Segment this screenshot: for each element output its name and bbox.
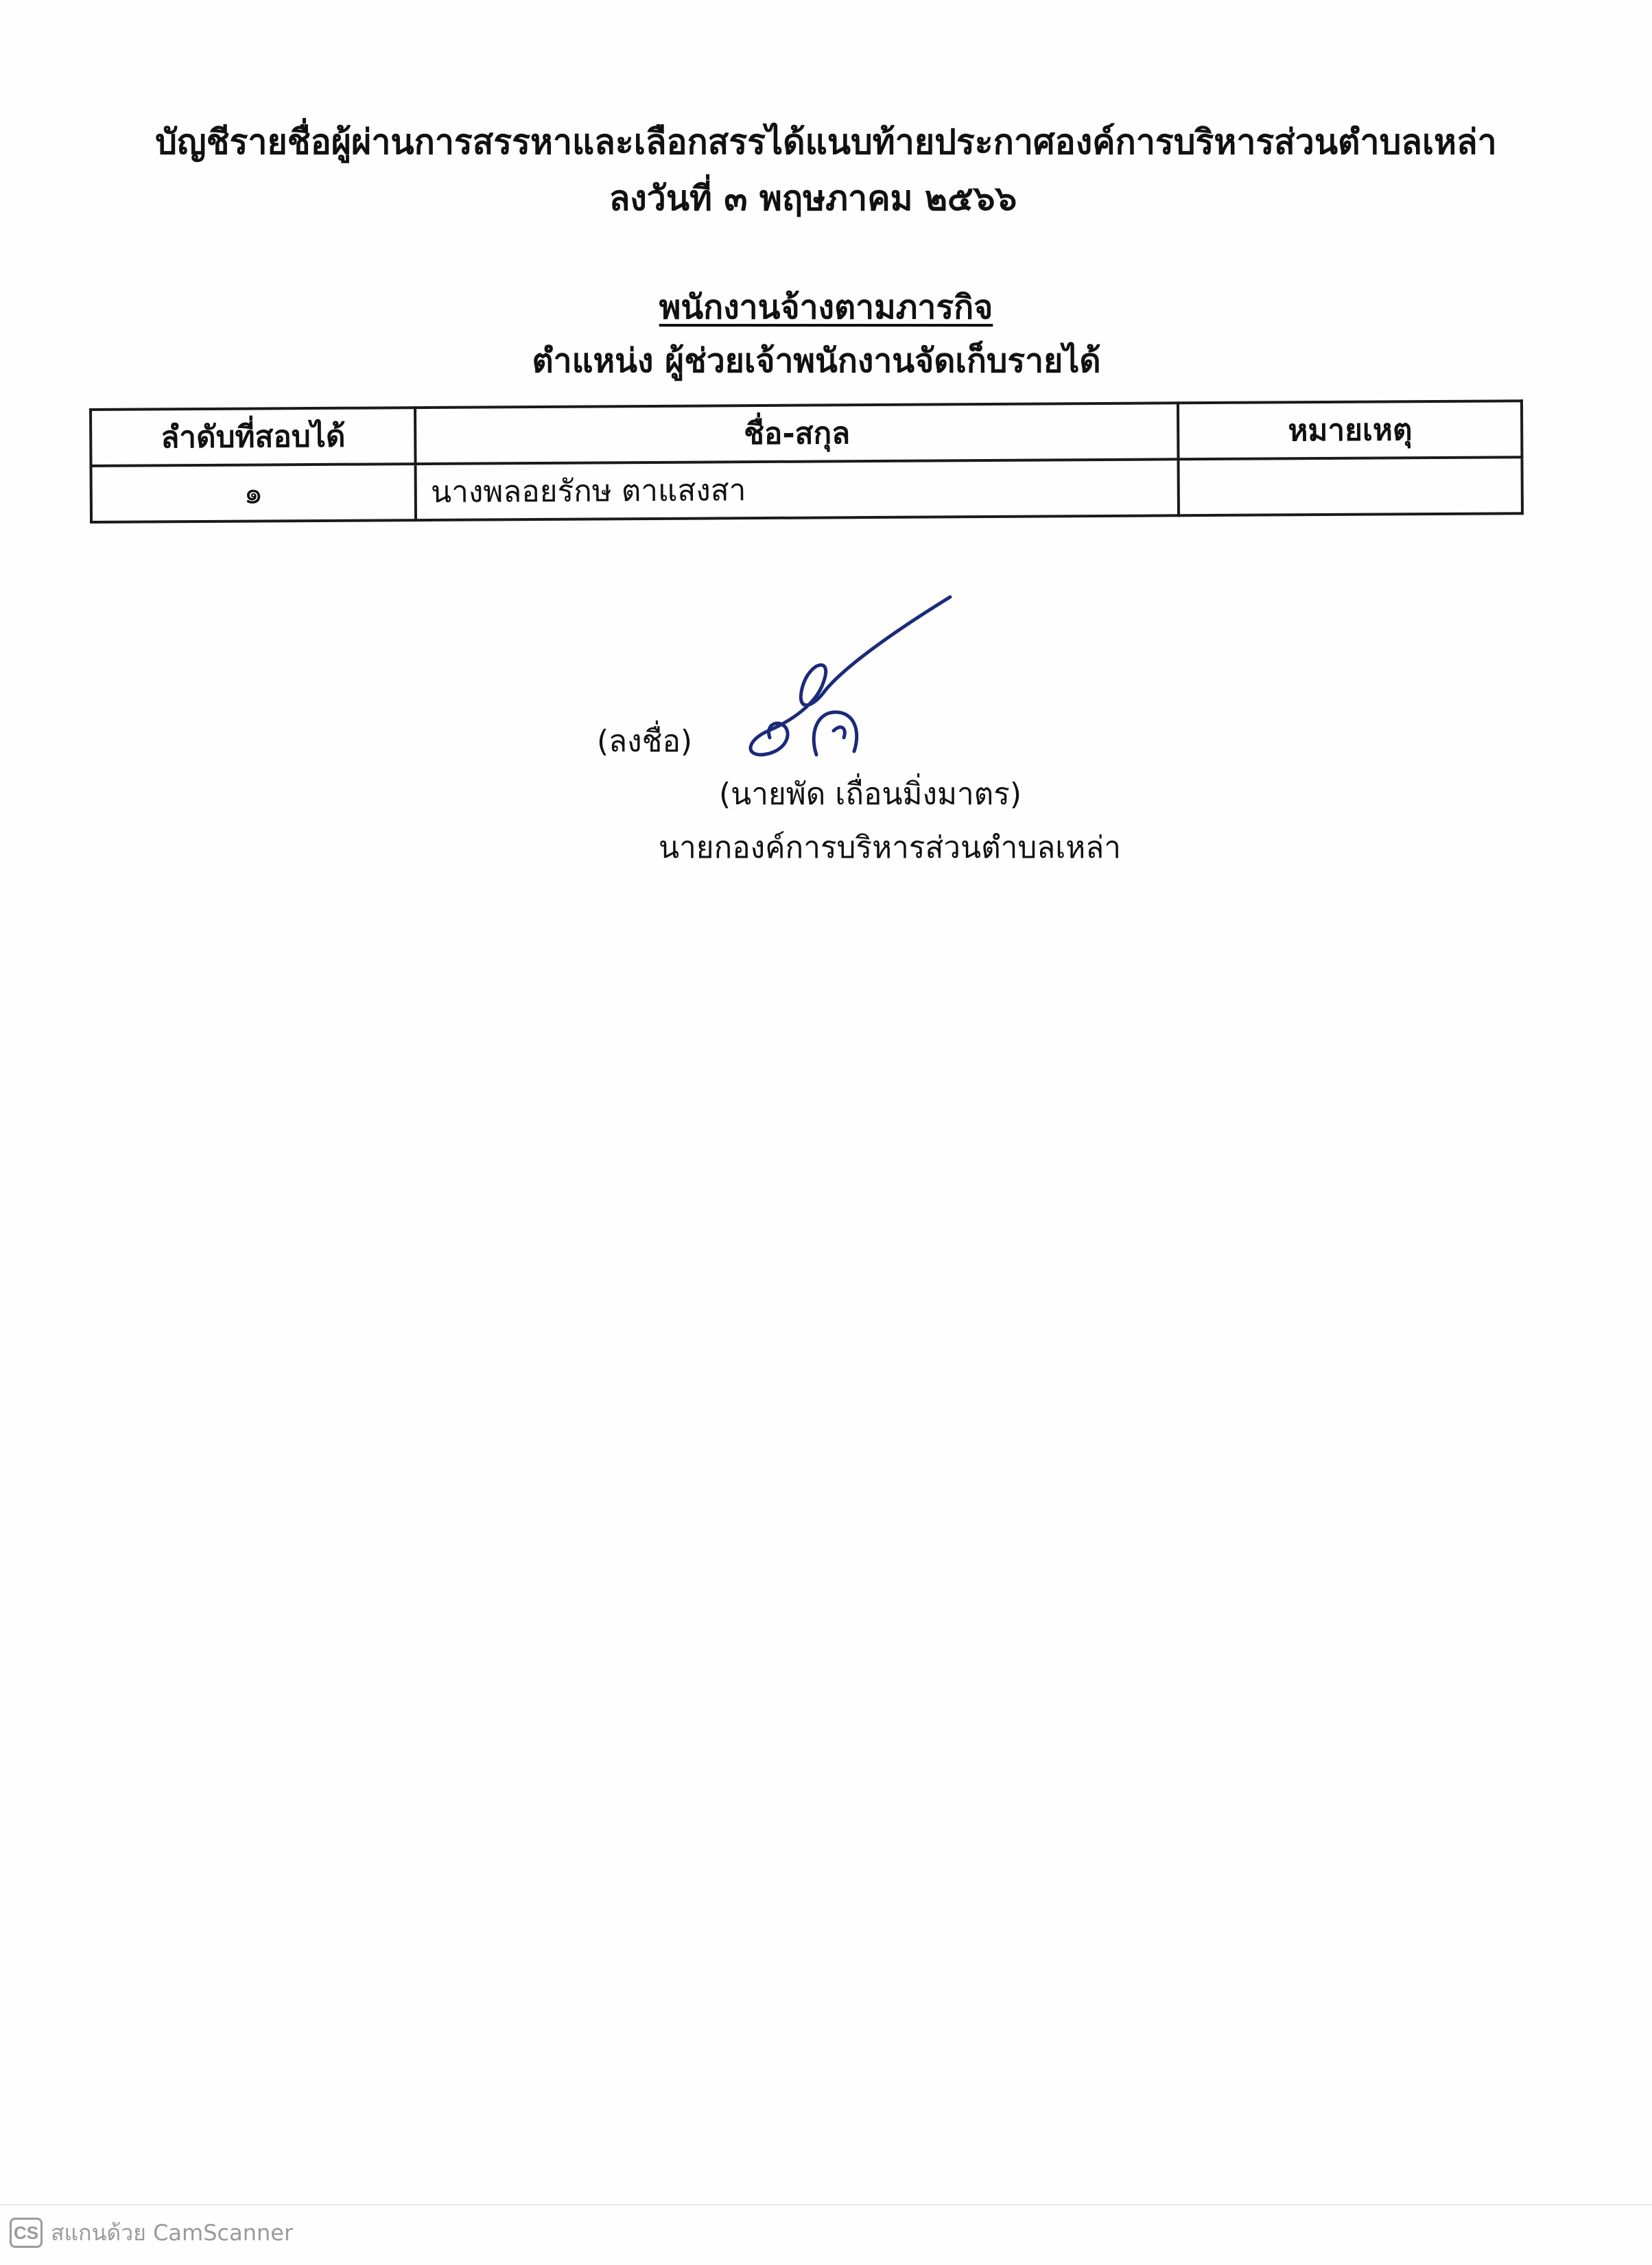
header-note: หมายเหตุ [1178, 401, 1522, 459]
cell-note [1179, 457, 1522, 515]
table-row [91, 457, 1522, 522]
camscanner-logo-icon: CS [10, 2218, 43, 2248]
cell-rank: ๑ [91, 464, 416, 522]
signature-stroke [814, 712, 857, 755]
cell-name: นางพลอยรักษ ตาแสงสา [416, 459, 1179, 520]
table-header-row [91, 401, 1522, 466]
signature-stroke [751, 597, 950, 755]
header-name: ชื่อ-สกุล [415, 403, 1179, 464]
watermark-text: สแกนด้วย CamScanner [51, 2219, 294, 2246]
handwritten-signature [720, 590, 967, 768]
scanner-watermark [10, 2215, 293, 2251]
section-title: พนักงานจ้างตามภารกิจ [659, 288, 993, 327]
document-title: บัญชีรายชื่อผู้ผ่านการสรรหาและเลือกสรรได้แนบท้ายประกาศองค์การบริหารส่วนตำบลเหล่า [155, 122, 1497, 162]
signature-label: (ลงชื่อ) [597, 724, 693, 759]
signer-title: นายกองค์การบริหารส่วนตำบลเหล่า [659, 830, 1121, 865]
document-date: ลงวันที่ ๓ พฤษภาคม ๒๕๖๖ [609, 178, 1017, 218]
header-rank: ลำดับที่สอบได้ [91, 408, 416, 466]
results-table [89, 399, 1524, 524]
footer-divider [0, 2204, 1652, 2205]
position-title: ตำแหน่ง ผู้ช่วยเจ้าพนักงานจัดเก็บรายได้ [532, 342, 1101, 380]
signer-name: (นายพัด เถื่อนมิ่งมาตร) [719, 777, 1022, 812]
